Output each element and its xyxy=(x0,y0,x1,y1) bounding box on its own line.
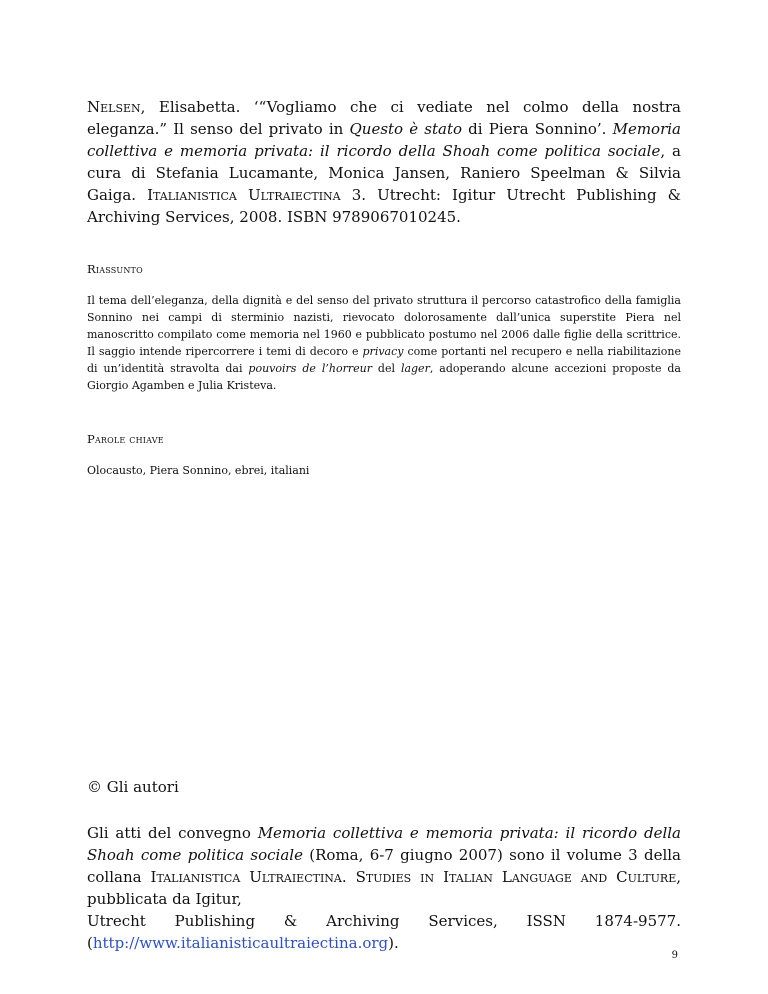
keywords-text: Olocausto, Piera Sonnino, ebrei, italiani xyxy=(87,464,310,477)
atti-word: Utrecht xyxy=(87,912,146,930)
abstract-lager: lager xyxy=(400,362,430,375)
atti-url-line xyxy=(87,932,681,954)
riassunto-heading: Riassunto xyxy=(87,262,143,276)
atti-series-1: Italianistica Ultraiectina xyxy=(150,868,342,886)
atti-intro: Gli atti del convegno xyxy=(87,824,258,842)
atti-after-series: , pubblicata da Igitur, xyxy=(87,868,681,908)
abstract-privacy: privacy xyxy=(362,345,404,358)
citation-book-title: Memoria collettiva e memoria privata: il ricordo della Shoah come politica sociale xyxy=(87,120,681,160)
website-link[interactable]: http://www.italianisticaultraiectina.org xyxy=(92,934,389,952)
abstract-part-3: del xyxy=(371,362,401,375)
abstract-part-2: come portanti nel recupero e nella riabilitazione di un’identità stravolta dai xyxy=(87,345,681,375)
riassunto-abstract xyxy=(87,292,681,394)
atti-word: & xyxy=(283,912,298,930)
proceedings-note xyxy=(87,822,681,954)
page-number: 9 xyxy=(671,950,678,961)
citation-publication: 3. Utrecht: Igitur Utrecht Publishing & Archiving Services, 2008. ISBN 9789067010245. xyxy=(87,186,681,226)
citation-series: Italianistica Ultraiectina xyxy=(147,186,341,204)
atti-justified-line xyxy=(87,910,681,932)
abstract-part-4: , adoperando alcune accezioni proposte da Giorgio Agamben e Julia Kristeva. xyxy=(87,362,681,392)
url-close-paren: ). xyxy=(388,934,399,952)
citation-author-rest: , Elisabetta. ‘“Vogliamo che ci vediate nel colmo della nostra eleganza.” Il senso del privato in xyxy=(87,98,681,138)
url-open-paren: ( xyxy=(87,934,93,952)
parole-chiave-heading: Parole chiave xyxy=(87,432,164,446)
abstract-pouvoirs: pouvoirs de l’horreur xyxy=(248,362,372,375)
bibliographic-citation xyxy=(87,96,681,228)
author-surname: Nelsen xyxy=(87,98,141,116)
atti-word: Publishing xyxy=(174,912,256,930)
atti-series-sep: . xyxy=(341,868,356,886)
citation-work-title: Questo è stato xyxy=(349,120,463,138)
atti-word: Archiving xyxy=(326,912,400,930)
atti-series-2: Studies in Italian Language and Culture xyxy=(355,868,677,886)
copyright-notice: © Gli autori xyxy=(87,778,179,796)
atti-word: 1874-9577. xyxy=(594,912,681,930)
citation-after-title: di Piera Sonnino’. xyxy=(462,120,613,138)
abstract-part-1: Il tema dell’eleganza, della dignità e del senso del privato struttura il percorso catastrofico della famiglia Sonnino nei campi di sterminio nazisti, rievocato dolorosamente dall’unica superstite Piera nel manoscritto compilato come memoria nel 1960 e pubblicato postumo nel 2006 dalle figlie della scrittrice. Il saggio intende ripercorrere i temi di decoro e xyxy=(87,294,681,358)
atti-word: Services, xyxy=(428,912,498,930)
atti-middle: (Roma, 6-7 giugno 2007) sono il volume 3 della collana xyxy=(87,846,681,886)
atti-word: ISSN xyxy=(526,912,566,930)
atti-conference-title: Memoria collettiva e memoria privata: il ricordo della Shoah come politica sociale xyxy=(87,824,681,864)
citation-editors: , a cura di Stefania Lucamante, Monica Jansen, Raniero Speelman & Silvia Gaiga. xyxy=(87,142,681,204)
